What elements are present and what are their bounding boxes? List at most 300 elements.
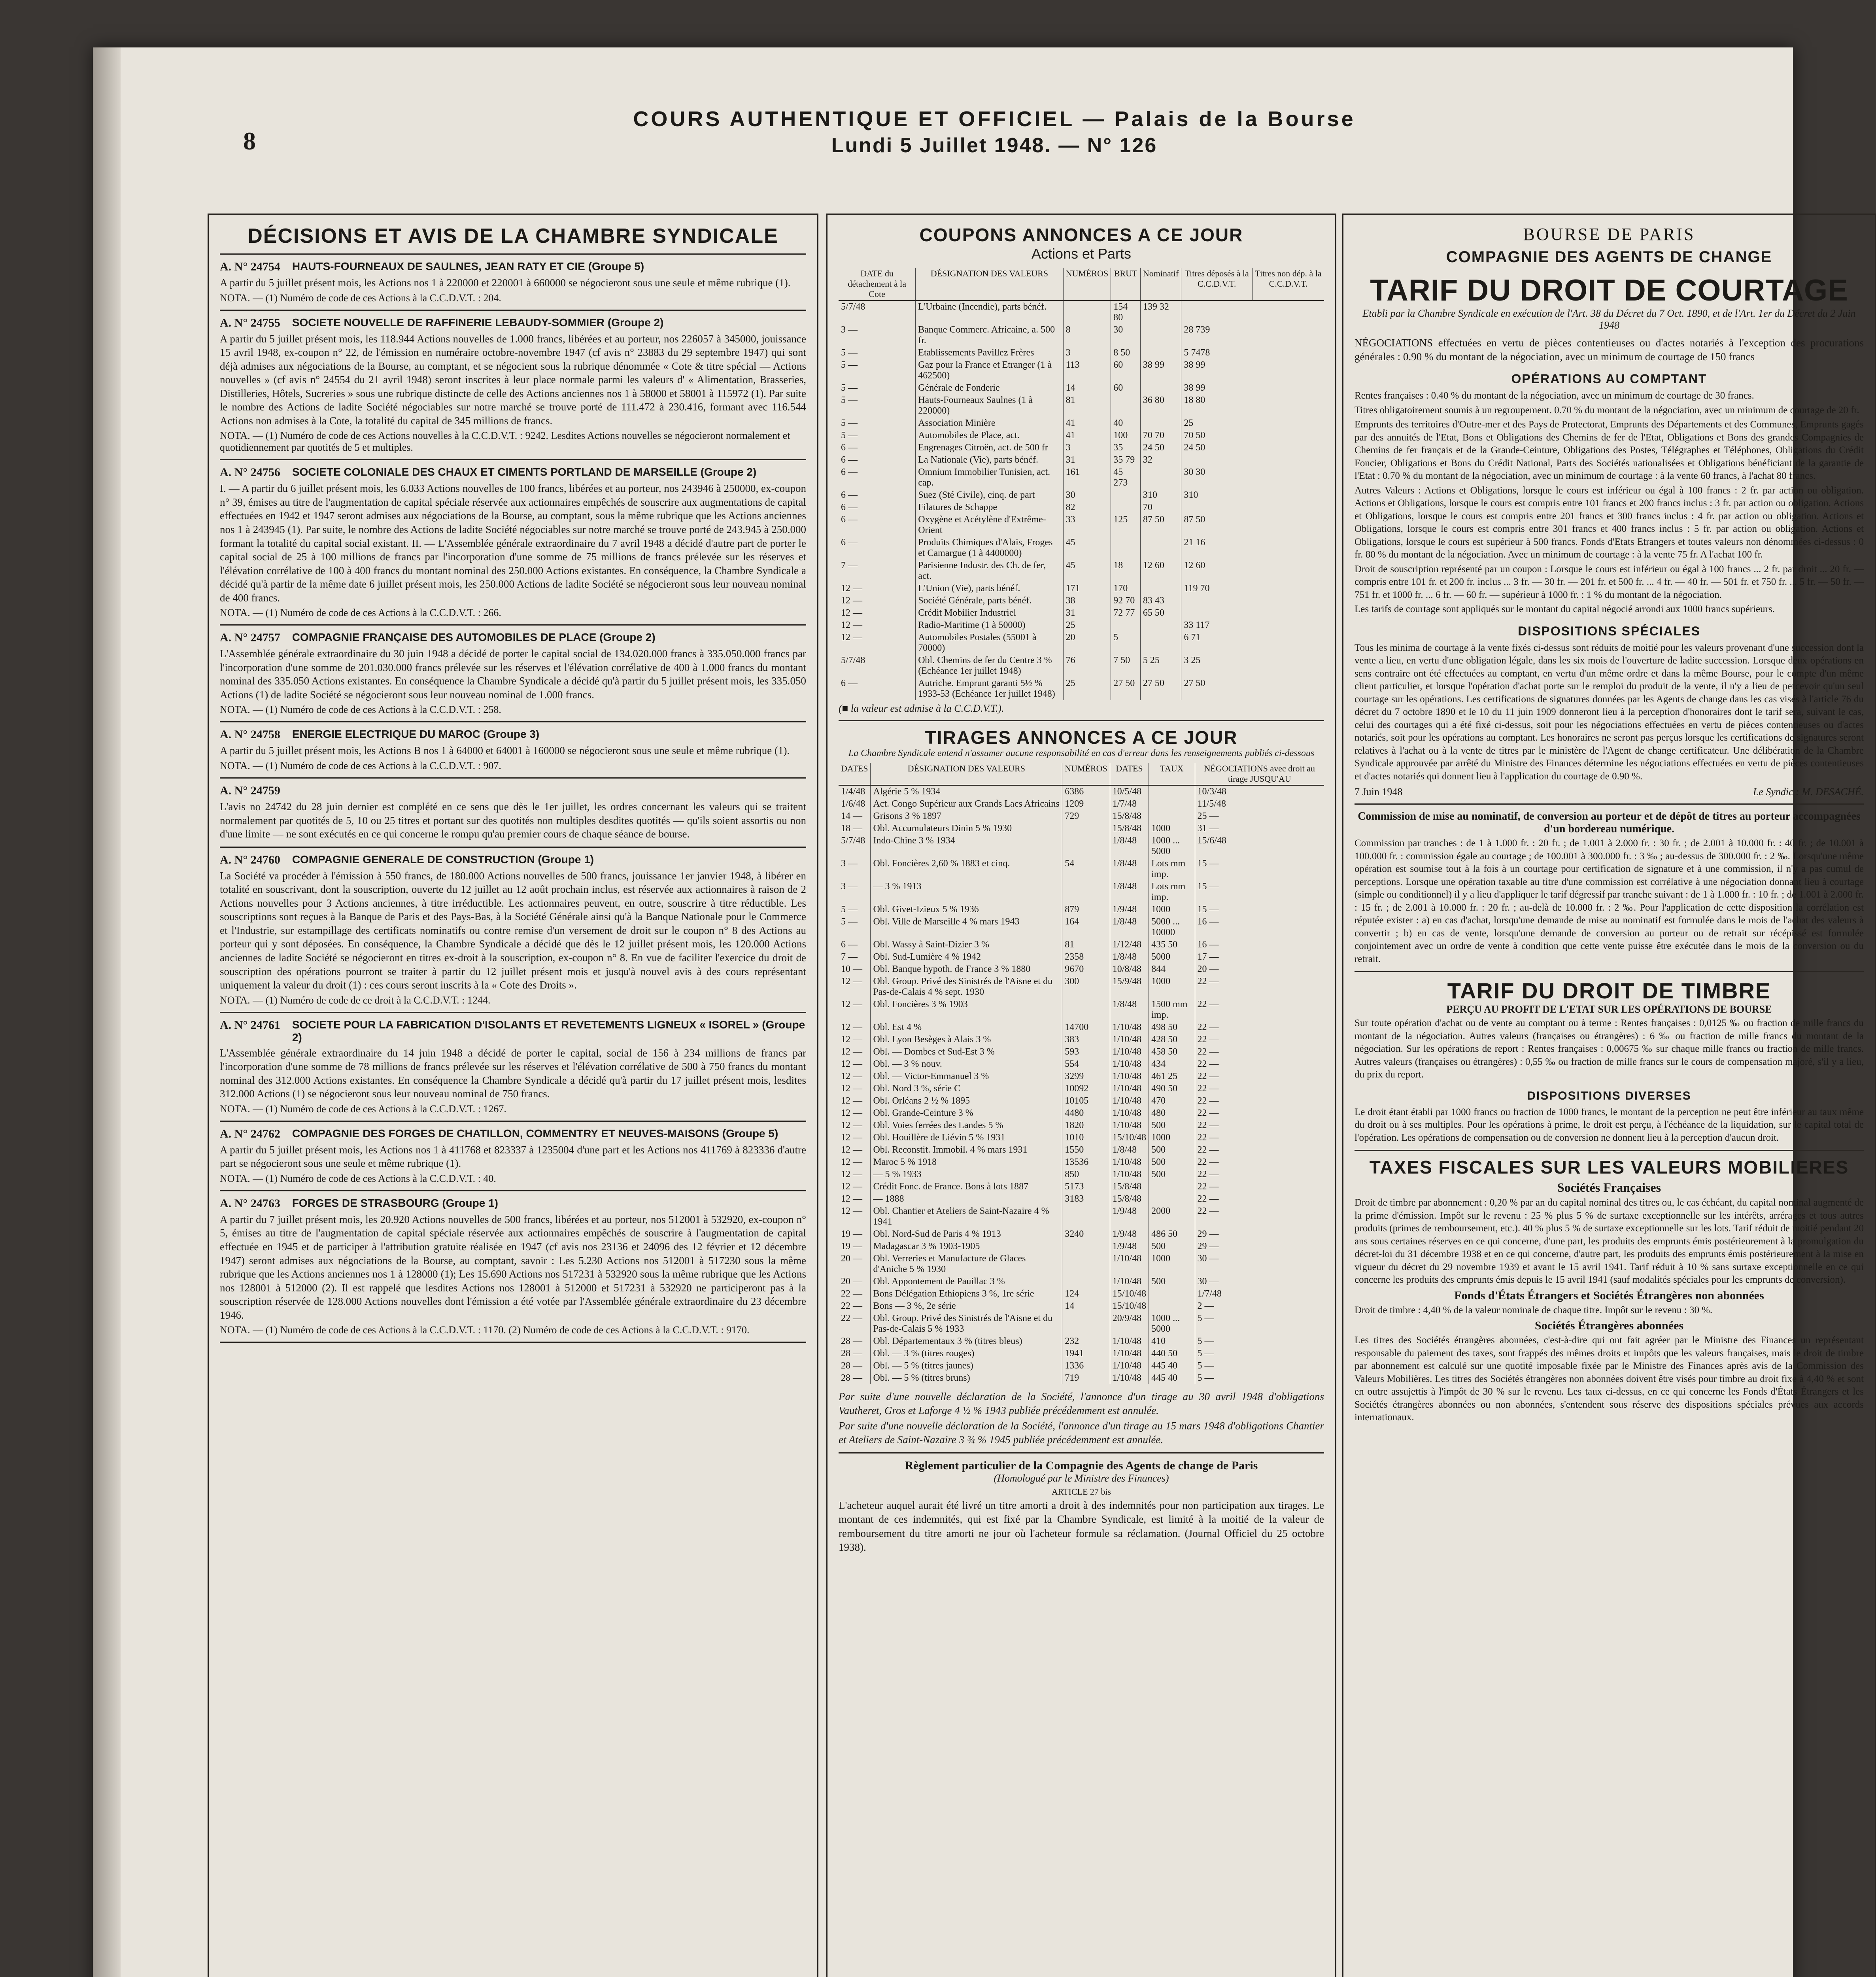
table-cell: 6 — bbox=[841, 514, 858, 525]
operations-list bbox=[1355, 389, 1864, 616]
table-cell: L'Union (Vie), parts bénéf. bbox=[916, 582, 1063, 595]
societes-fr-title: Sociétés Françaises bbox=[1557, 1180, 1661, 1195]
notice bbox=[220, 260, 806, 311]
table-cell: 22 — bbox=[1195, 1132, 1324, 1144]
table-cell: 22 — bbox=[1195, 1119, 1324, 1132]
table-cell: 22 — bbox=[1195, 1107, 1324, 1119]
notice-company: SOCIETE NOUVELLE DE RAFFINERIE LEBAUDY-SOMMIER (Groupe 2) bbox=[292, 316, 664, 329]
divider bbox=[1355, 1150, 1864, 1151]
notice-heading bbox=[220, 631, 806, 645]
table-cell: 1/10/48 bbox=[1110, 1276, 1149, 1288]
table-cell: 12 — bbox=[841, 1047, 862, 1057]
tirage-row bbox=[839, 1144, 1324, 1156]
divider bbox=[839, 1452, 1324, 1453]
table-cell: 1/7/48 bbox=[1195, 1288, 1324, 1300]
table-cell: 31 bbox=[1063, 454, 1111, 466]
tirage-row bbox=[839, 1205, 1324, 1228]
table-cell: 83 43 bbox=[1140, 595, 1181, 607]
table-cell: 22 — bbox=[841, 1301, 862, 1311]
table-cell: 5 — bbox=[1195, 1312, 1324, 1335]
table-cell: 5000 ... 10000 bbox=[1149, 916, 1195, 939]
table-cell: 3 25 bbox=[1181, 654, 1253, 677]
table-cell bbox=[1062, 1276, 1110, 1288]
notice-company: COMPAGNIE GENERALE DE CONSTRUCTION (Groupe 1) bbox=[292, 853, 594, 866]
reglement-article: ARTICLE 27 bis bbox=[1051, 1487, 1111, 1497]
coupon-row bbox=[839, 429, 1324, 442]
coupon-row bbox=[839, 417, 1324, 429]
table-cell: 1/10/48 bbox=[1110, 1348, 1149, 1360]
table-cell: 1/8/48 bbox=[1110, 1144, 1149, 1156]
table-cell: 12 — bbox=[841, 620, 862, 630]
notice bbox=[220, 1197, 806, 1343]
table-cell: 6 — bbox=[841, 455, 858, 465]
coupon-row bbox=[839, 359, 1324, 382]
table-cell: 1/10/48 bbox=[1110, 1119, 1149, 1132]
table-cell: 25 bbox=[1063, 677, 1111, 700]
table-cell: 1/8/48 bbox=[1110, 916, 1149, 939]
table-cell bbox=[1149, 1288, 1195, 1300]
column-header: DÉSIGNATION DES VALEURS bbox=[916, 268, 1063, 301]
table-cell: Obl. — 5 % (titres jaunes) bbox=[871, 1360, 1062, 1372]
notice-nota: NOTA. — (1) Numéro de code de ce droit à la C.C.D.V.T. : 1244. bbox=[220, 994, 491, 1006]
table-cell: 12 60 bbox=[1181, 559, 1253, 582]
operations-paragraph: Emprunts des territoires d'Outre-mer et des Pays de Protectorat, Emprunts des Départements et des Communes, Emprunts gagés par des annuités de l'Etat, Bons et Obligations des Chemins de fer de l'Etat, Obligations et Bons des grandes Compagnies de Chemins de fer français et de la Grande-Ceinture, Obligations des Postes, Télégraphes et Téléphones, Obligations du Crédit Foncier, Obligations et Bons du Crédit National, Parts des Sociétés nationalisées et Obligations bénéficiant de la garantie de l'Etat : 0.70 % du montant de la négociation, avec un minimum de courtage : à la vente 60 francs, à l'achat 80 francs. bbox=[1355, 419, 1864, 482]
tirage-row bbox=[839, 1335, 1324, 1348]
table-cell: 22 — bbox=[1195, 1193, 1324, 1205]
table-cell: 30 bbox=[1111, 324, 1141, 347]
tirage-row bbox=[839, 785, 1324, 798]
table-cell: 1/8/48 bbox=[1110, 858, 1149, 881]
timbre-title: TARIF DU DROIT DE TIMBRE bbox=[1447, 978, 1771, 1004]
table-cell: 22 — bbox=[841, 1313, 862, 1323]
notice-heading bbox=[220, 853, 806, 867]
table-cell: 498 50 bbox=[1149, 1021, 1195, 1034]
table-cell: 25 bbox=[1063, 619, 1111, 631]
table-cell bbox=[1140, 324, 1181, 347]
table-cell: 7 — bbox=[841, 952, 858, 962]
table-cell: 3183 bbox=[1062, 1193, 1110, 1205]
table-cell: 3 — bbox=[841, 858, 858, 869]
table-cell: 8 50 bbox=[1111, 347, 1141, 359]
abonnees-text: Les titres des Sociétés étrangères abonnées, c'est-à-dire qui ont fait agréer par le Ministre des Finances un représentant responsable du paiement des taxes, sont frappés des mêmes droits et impôts que les valeurs françaises, mais le droit de timbre par abonnement est calculé sur une quotité imposable fixée par le Ministre des Finances après avis de la Commission des Valeurs Mobilières. Les titres des Sociétés étrangères non abonnées doivent être visés pour timbre au droit fixe à 4,40 % et sont en outre assujettis à l'impôt de 30 % sur le revenu. Les taux ci-dessus, en ce qui concerne les Fonds d'États Étrangers et les Sociétés étrangères abonnées ou non abonnées, s'entendent sous réserve des dispositions spéciales prévues aux accords internationaux. bbox=[1355, 1335, 1864, 1423]
operations-paragraph: Rentes françaises : 0.40 % du montant de la négociation, avec un minimum de courtage de 30 francs. bbox=[1355, 390, 1754, 401]
table-cell bbox=[1140, 347, 1181, 359]
notice-heading bbox=[220, 728, 806, 741]
table-cell bbox=[1062, 998, 1110, 1021]
notice bbox=[220, 316, 806, 461]
decisions-title: DÉCISIONS ET AVIS DE LA CHAMBRE SYNDICALE bbox=[247, 225, 778, 248]
etrangers-text: Droit de timbre : 4,40 % de la valeur nominale de chaque titre. Impôt sur le revenu : 30 %. bbox=[1355, 1304, 1713, 1315]
table-cell: 1/8/48 bbox=[1110, 998, 1149, 1021]
tirage-row bbox=[839, 1070, 1324, 1083]
table-cell: 6 — bbox=[841, 467, 858, 477]
table-cell: 19 — bbox=[841, 1241, 862, 1251]
table-cell: Autriche. Emprunt garanti 5½ % 1933-53 (Echéance 1er juillet 1948) bbox=[916, 677, 1063, 700]
reglement-text: L'acheteur auquel aurait été livré un titre amorti a droit à des indemnités pour non participation aux tirages. Le montant de ces indemnités, qui est fixé par la Chambre Syndicale, est limité à la moitié de la valeur de remboursement du titre amorti ne jour où l'acheteur formule sa réclamation. (Journal Officiel du 25 octobre 1938). bbox=[839, 1499, 1324, 1553]
table-cell: 20/9/48 bbox=[1110, 1312, 1149, 1335]
table-cell: 18 80 bbox=[1181, 394, 1253, 417]
table-cell: 5 — bbox=[841, 395, 858, 405]
table-cell: 38 99 bbox=[1181, 359, 1253, 382]
tirage-row bbox=[839, 1181, 1324, 1193]
table-cell: L'Urbaine (Incendie), parts bénéf. bbox=[916, 301, 1063, 324]
table-cell: Obl. Wassy à Saint-Dizier 3 % bbox=[871, 939, 1062, 951]
table-cell: 1550 bbox=[1062, 1144, 1110, 1156]
table-cell: 28 — bbox=[841, 1361, 862, 1371]
notice-nota: NOTA. — (1) Numéro de code de ces Actions à la C.C.D.V.T. : 1170. (2) Numéro de code de ces Actions à la C.C.D.V.T. : 9170. bbox=[220, 1324, 750, 1336]
table-cell: 119 70 bbox=[1181, 582, 1253, 595]
table-cell: Obl. — 3 % (titres rouges) bbox=[871, 1348, 1062, 1360]
table-cell: 87 50 bbox=[1181, 514, 1253, 537]
table-cell: 1/9/48 bbox=[1110, 1205, 1149, 1228]
table-cell: 1820 bbox=[1062, 1119, 1110, 1132]
table-cell: 154 80 bbox=[1111, 301, 1141, 324]
reglement-subtitle: (Homologué par le Ministre des Finances) bbox=[994, 1472, 1169, 1484]
table-cell: 1/12/48 bbox=[1110, 939, 1149, 951]
table-cell bbox=[1140, 466, 1181, 489]
table-cell: 28 — bbox=[841, 1336, 862, 1346]
table-cell: 30 bbox=[1063, 489, 1111, 501]
table-cell: 33 bbox=[1063, 514, 1111, 537]
notice bbox=[220, 1019, 806, 1122]
tirages-table bbox=[839, 763, 1324, 1384]
column-header: Titres déposés à la C.C.D.V.T. bbox=[1181, 268, 1253, 301]
coupons-subtitle: Actions et Parts bbox=[1031, 246, 1132, 262]
coupon-row bbox=[839, 489, 1324, 501]
table-cell: Obl. Nord 3 %, série C bbox=[871, 1083, 1062, 1095]
table-cell: 54 bbox=[1062, 858, 1110, 881]
table-cell: 45 bbox=[1063, 537, 1111, 559]
table-cell: 32 bbox=[1140, 454, 1181, 466]
table-cell: Radio-Maritime (1 à 50000) bbox=[916, 619, 1063, 631]
tirage-row bbox=[839, 1193, 1324, 1205]
notice-number: A. N° 24757 bbox=[220, 631, 280, 645]
table-cell: 12 — bbox=[841, 1181, 862, 1192]
table-cell bbox=[1140, 417, 1181, 429]
table-cell: 410 bbox=[1149, 1335, 1195, 1348]
table-cell: Lots mm imp. bbox=[1149, 881, 1195, 903]
table-cell: 100 bbox=[1111, 429, 1141, 442]
table-cell: 16 — bbox=[1195, 916, 1324, 939]
table-cell: Obl. Group. Privé des Sinistrés de l'Aisne et du Pas-de-Calais 5 % 1933 bbox=[871, 1312, 1062, 1335]
table-cell: 20 — bbox=[841, 1276, 862, 1287]
table-cell: 1/7/48 bbox=[1110, 798, 1149, 810]
tirage-row bbox=[839, 1132, 1324, 1144]
table-cell: Madagascar 3 % 1903-1905 bbox=[871, 1240, 1062, 1253]
table-cell: Obl. Group. Privé des Sinistrés de l'Aisne et du Pas-de-Calais 4 % sept. 1930 bbox=[871, 975, 1062, 998]
table-cell: 40 bbox=[1111, 417, 1141, 429]
table-cell: Société Générale, parts bénéf. bbox=[916, 595, 1063, 607]
table-cell: 5000 bbox=[1149, 951, 1195, 963]
table-cell: 22 — bbox=[1195, 1144, 1324, 1156]
table-cell: 41 bbox=[1063, 417, 1111, 429]
divider bbox=[220, 459, 806, 460]
bourse-heading: BOURSE DE PARIS bbox=[1523, 225, 1695, 244]
table-cell: 11/5/48 bbox=[1195, 798, 1324, 810]
notice bbox=[220, 728, 806, 779]
tirage-row bbox=[839, 858, 1324, 881]
table-cell: 12 — bbox=[841, 976, 862, 987]
coupon-row bbox=[839, 301, 1324, 324]
table-cell bbox=[1149, 1193, 1195, 1205]
table-cell bbox=[1140, 631, 1181, 654]
table-cell: 6 — bbox=[841, 678, 858, 688]
table-cell: Parisienne Industr. des Ch. de fer, act. bbox=[916, 559, 1063, 582]
table-cell: 22 — bbox=[1195, 1168, 1324, 1181]
operations-paragraph: Autres Valeurs : Actions et Obligations, lorsque le cours est inférieur ou égal à 100 francs : 2 fr. par action ou obligation. Actions et Obligations, lorsque le cours est compris entre 101 francs et 200 francs inclus : 3 fr. par action ou obligation. Actions et Obligations, lorsque le cours est compris entre 201 francs et 300 francs inclus : 4 fr. par action ou obligation. Actions et Obligations, lorsque le cours est compris entre 301 francs et 400 francs inclus : 5 fr. par action ou obligation. Actions et Obligations, lorsque le cours est supérieur à 500 francs. Fonds d'Etats Etrangers et toutes valeurs non dénommées ci-dessus : 0 fr. 80 % du montant de la négociation. Avec un minimum de courtage : à la vente 75 fr. A l'achat 100 fr. bbox=[1355, 485, 1864, 560]
table-cell: 1/10/48 bbox=[1110, 1021, 1149, 1034]
table-cell: 30 — bbox=[1195, 1276, 1324, 1288]
table-cell: 383 bbox=[1062, 1034, 1110, 1046]
notice-number: A. N° 24762 bbox=[220, 1127, 280, 1140]
tirage-row bbox=[839, 1156, 1324, 1168]
tirage-row bbox=[839, 916, 1324, 939]
page-spine bbox=[93, 47, 121, 1977]
tirage-row bbox=[839, 1288, 1324, 1300]
notice-number: A. N° 24761 bbox=[220, 1018, 280, 1032]
notice-number: A. N° 24756 bbox=[220, 466, 280, 479]
table-cell bbox=[1140, 537, 1181, 559]
table-cell: 1/10/48 bbox=[1110, 1034, 1149, 1046]
coupons-title: COUPONS ANNONCES A CE JOUR bbox=[919, 225, 1243, 245]
table-cell: Obl. Appontement de Pauillac 3 % bbox=[871, 1276, 1062, 1288]
table-cell: 5/7/48 bbox=[841, 302, 865, 312]
table-cell bbox=[1149, 810, 1195, 822]
divider bbox=[839, 720, 1324, 721]
table-cell bbox=[1140, 619, 1181, 631]
signature-syndic: Le Syndic : M. DESACHÉ. bbox=[1753, 786, 1864, 798]
table-cell: 500 bbox=[1149, 1168, 1195, 1181]
tirage-row bbox=[839, 1021, 1324, 1034]
table-cell: Produits Chimiques d'Alais, Froges et Camargue (1 à 4400000) bbox=[916, 537, 1063, 559]
table-cell: Obl. Chantier et Ateliers de Saint-Nazaire 4 % 1941 bbox=[871, 1205, 1062, 1228]
table-cell: 21 16 bbox=[1181, 537, 1253, 559]
table-cell: Banque Commerc. Africaine, a. 500 fr. bbox=[916, 324, 1063, 347]
table-cell: 38 bbox=[1063, 595, 1111, 607]
table-cell: 490 50 bbox=[1149, 1083, 1195, 1095]
table-cell: 12 — bbox=[841, 1022, 862, 1032]
table-cell: Omnium Immobilier Tunisien, act. cap. bbox=[916, 466, 1063, 489]
table-cell: 6 — bbox=[841, 442, 858, 453]
table-cell: 36 80 bbox=[1140, 394, 1181, 417]
table-cell bbox=[1111, 489, 1141, 501]
table-cell: 458 50 bbox=[1149, 1046, 1195, 1058]
taxes-title: TAXES FISCALES SUR LES VALEURS MOBILIERES bbox=[1369, 1157, 1849, 1178]
table-cell bbox=[1062, 1205, 1110, 1228]
table-cell: 15/8/48 bbox=[1110, 822, 1149, 835]
notice bbox=[220, 631, 806, 722]
table-cell: 4480 bbox=[1062, 1107, 1110, 1119]
signature-line bbox=[1355, 786, 1864, 798]
table-cell: Obl. Accumulateurs Dinin 5 % 1930 bbox=[871, 822, 1062, 835]
table-cell: 19 — bbox=[841, 1229, 862, 1239]
table-cell: 15/10/48 bbox=[1110, 1132, 1149, 1144]
table-cell bbox=[1111, 394, 1141, 417]
table-cell: 1/10/48 bbox=[1110, 1168, 1149, 1181]
table-cell: 41 bbox=[1063, 429, 1111, 442]
table-cell: 35 79 bbox=[1111, 454, 1141, 466]
table-cell: Obl. Sud-Lumière 4 % 1942 bbox=[871, 951, 1062, 963]
table-cell: 5/7/48 bbox=[841, 655, 865, 665]
table-cell: 6 71 bbox=[1181, 631, 1253, 654]
tirage-row bbox=[839, 822, 1324, 835]
column-header: DÉSIGNATION DES VALEURS bbox=[871, 763, 1062, 785]
table-cell: Obl. Voies ferrées des Landes 5 % bbox=[871, 1119, 1062, 1132]
table-cell: 1/8/48 bbox=[1110, 835, 1149, 858]
divider bbox=[220, 721, 806, 722]
tirage-row bbox=[839, 1300, 1324, 1312]
column-decisions bbox=[208, 214, 818, 1977]
tirage-row bbox=[839, 939, 1324, 951]
table-cell: Bons Délégation Ethiopiens 3 %, 1re série bbox=[871, 1288, 1062, 1300]
table-cell: 1/8/48 bbox=[1110, 951, 1149, 963]
notice bbox=[220, 784, 806, 848]
table-cell: 12 — bbox=[841, 1206, 862, 1216]
table-cell: 15/10/48 bbox=[1110, 1300, 1149, 1312]
page-number: 8 bbox=[243, 127, 256, 155]
table-cell: 12 — bbox=[841, 1108, 862, 1118]
table-cell: 14 bbox=[1062, 1300, 1110, 1312]
table-cell: 139 32 bbox=[1140, 301, 1181, 324]
notice-nota: NOTA. — (1) Numéro de code de ces Actions à la C.C.D.V.T. : 258. bbox=[220, 704, 501, 716]
commission-title: Commission de mise au nominatif, de conversion au porteur et de dépôt de titres au porteur accompagnées d'un bordereau numérique. bbox=[1358, 810, 1861, 835]
table-cell: 5/7/48 bbox=[841, 835, 865, 846]
timbre-subtitle: PERÇU AU PROFIT DE L'ETAT SUR LES OPÉRATIONS DE BOURSE bbox=[1446, 1004, 1772, 1015]
notice-company: HAUTS-FOURNEAUX DE SAULNES, JEAN RATY ET CIE (Groupe 5) bbox=[292, 260, 644, 272]
table-cell: 500 bbox=[1149, 1119, 1195, 1132]
table-cell: 31 bbox=[1063, 607, 1111, 619]
table-cell: Automobiles Postales (55001 à 70000) bbox=[916, 631, 1063, 654]
table-cell: Crédit Fonc. de France. Bons à lots 1887 bbox=[871, 1181, 1062, 1193]
table-cell: 1000 bbox=[1149, 903, 1195, 916]
table-cell: Maroc 5 % 1918 bbox=[871, 1156, 1062, 1168]
table-cell: 12 — bbox=[841, 595, 862, 606]
table-cell: 29 — bbox=[1195, 1228, 1324, 1240]
table-cell: 470 bbox=[1149, 1095, 1195, 1107]
tirages-note-1: Par suite d'une nouvelle déclaration de la Société, l'annonce d'un tirage au 30 avril 1948 d'obligations Vautheret, Gros et Laforge 4 ½ % 1943 publiée précédemment est annulée. bbox=[839, 1391, 1324, 1417]
tirage-row bbox=[839, 975, 1324, 998]
table-cell: 434 bbox=[1149, 1058, 1195, 1070]
table-cell: 1941 bbox=[1062, 1348, 1110, 1360]
notice-nota: NOTA. — (1) Numéro de code de ces Actions nouvelles à la C.C.D.V.T. : 9242. Lesdites Actions nouvelles se négocieront normalement et quotidiennement par quotités de 5 et multiples. bbox=[220, 430, 790, 454]
coupon-row bbox=[839, 442, 1324, 454]
table-cell: 480 bbox=[1149, 1107, 1195, 1119]
table-cell: — 5 % 1933 bbox=[871, 1168, 1062, 1181]
operations-paragraph: Droit de souscription représenté par un coupon : Lorsque le cours est inférieur ou égal à 100 francs ... 2 fr. par droit ... 20 fr. — compris entre 101 fr. et 200 fr. inclus ... 3 fr. — 30 fr. — 201 fr. et 500 fr. ... 4 fr. — 40 fr. — 501 fr. et 750 fr. ... 5 fr. — 50 fr. — 751 fr. et 1000 fr. ... 6 fr. — 60 fr. — supérieur à 1000 fr. : 1 % du montant de la négociation. bbox=[1355, 563, 1864, 600]
table-cell: 38 99 bbox=[1181, 382, 1253, 394]
coupon-row bbox=[839, 514, 1324, 537]
table-cell: 30 — bbox=[1195, 1253, 1324, 1276]
coupon-row bbox=[839, 559, 1324, 582]
table-cell: 850 bbox=[1062, 1168, 1110, 1181]
table-cell: 1209 bbox=[1062, 798, 1110, 810]
table-cell: 35 bbox=[1111, 442, 1141, 454]
table-cell bbox=[1063, 301, 1111, 324]
table-cell: 10092 bbox=[1062, 1083, 1110, 1095]
tirage-row bbox=[839, 951, 1324, 963]
table-cell: 28 739 bbox=[1181, 324, 1253, 347]
table-cell: 10/5/48 bbox=[1110, 785, 1149, 798]
table-cell: 6 — bbox=[841, 939, 858, 950]
table-cell: 1/4/48 bbox=[841, 786, 865, 797]
table-cell: 22 — bbox=[1195, 1034, 1324, 1046]
table-cell: 22 — bbox=[1195, 1095, 1324, 1107]
notice-nota: NOTA. — (1) Numéro de code de ces Actions à la C.C.D.V.T. : 204. bbox=[220, 292, 501, 304]
table-cell: 1/9/48 bbox=[1110, 1240, 1149, 1253]
table-cell: 1000 ... 5000 bbox=[1149, 1312, 1195, 1335]
table-cell: Obl. Nord-Sud de Paris 4 % 1913 bbox=[871, 1228, 1062, 1240]
table-cell: 1/10/48 bbox=[1110, 1095, 1149, 1107]
divider bbox=[220, 624, 806, 626]
table-cell: Obl. Ville de Marseille 4 % mars 1943 bbox=[871, 916, 1062, 939]
table-cell: 12 — bbox=[841, 1071, 862, 1081]
table-cell bbox=[1140, 382, 1181, 394]
table-cell: 125 bbox=[1111, 514, 1141, 537]
coupon-row bbox=[839, 394, 1324, 417]
notice-nota: NOTA. — (1) Numéro de code de ces Actions à la C.C.D.V.T. : 907. bbox=[220, 760, 501, 772]
abonnees-title: Sociétés Étrangères abonnées bbox=[1534, 1319, 1684, 1332]
notice-text: A partir du 5 juillet présent mois, les 118.944 Actions nouvelles de 1.000 francs, libérées et au porteur, nos 226057 à 345000, jouissance 15 avril 1948, ex-coupon n° 22, de l'émission en numéraire octobre-novembre 1947 (cf avis n° 23883 du 29 septembre 1947) qui sont déjà admises aux négociations de la Bourse, au comptant, et se négocient sous la rubrique dénommée « Cote & titre spécial — Actions nouvelles » (cf avis n° 24554 du 21 avril 1948) seront inscrites à leur place normale parmi les valeurs d' « Alimentation, Brasseries, Distilleries, Hôtels, Sucreries » sous une rubrique distincte de celle des Actions anciennes nos 1 à 58000 et 58001 à 115972 (1). Par suite le nombre des Actions de ladite Société négociables sur notre marché se trouve porté de 111.472 à 230.416, formant avec 116.544 Actions non admises à la Cote, la totalité du capital de 345 millions de francs. bbox=[220, 333, 806, 427]
table-cell: 5 — bbox=[1195, 1348, 1324, 1360]
tirage-row bbox=[839, 1312, 1324, 1335]
table-cell: 12 — bbox=[841, 1194, 862, 1204]
table-cell: 28 — bbox=[841, 1348, 862, 1359]
etrangers-title: Fonds d'États Étrangers et Sociétés Étrangères non abonnées bbox=[1454, 1289, 1764, 1302]
table-cell: 729 bbox=[1062, 810, 1110, 822]
timbre-text: Sur toute opération d'achat ou de vente au comptant ou à terme : Rentes françaises : 0,0125 ‰ ou fraction de mille francs du montant de la négociation. Autres valeurs (françaises ou étrangères) : 6 ‰ ou fraction de mille francs du montant de la négociation. Sur les opérations de report : Rentes françaises : 0,00675 ‰ sur chaque mille francs ou fraction de mille francs. Autres valeurs (françaises ou étrangères) : 0,55 ‰ ou fraction de mille francs sur le cours de compensation majoré, s'il y a lieu, du prix du report. bbox=[1355, 1018, 1864, 1080]
table-cell: 500 bbox=[1149, 1276, 1195, 1288]
table-cell: 1000 bbox=[1149, 975, 1195, 998]
table-cell: 25 — bbox=[1195, 810, 1324, 822]
tirage-row bbox=[839, 881, 1324, 903]
header-line1: COURS AUTHENTIQUE ET OFFICIEL — Palais de la Bourse bbox=[633, 107, 1356, 131]
table-cell: 113 bbox=[1063, 359, 1111, 382]
table-cell: — 3 % 1913 bbox=[871, 881, 1062, 903]
table-cell: 76 bbox=[1063, 654, 1111, 677]
table-cell: 8 bbox=[1063, 324, 1111, 347]
table-cell: 22 — bbox=[1195, 1181, 1324, 1193]
table-cell: 27 50 bbox=[1181, 677, 1253, 700]
table-cell: 1/10/48 bbox=[1110, 1253, 1149, 1276]
compagnie-heading: COMPAGNIE DES AGENTS DE CHANGE bbox=[1446, 248, 1772, 266]
table-cell bbox=[1149, 785, 1195, 798]
table-cell: 171 bbox=[1063, 582, 1111, 595]
tirage-row bbox=[839, 1240, 1324, 1253]
table-cell: 500 bbox=[1149, 1156, 1195, 1168]
table-cell: 1/10/48 bbox=[1110, 1156, 1149, 1168]
table-cell: 1/10/48 bbox=[1110, 1070, 1149, 1083]
table-cell: 428 50 bbox=[1149, 1034, 1195, 1046]
table-cell: 1/9/48 bbox=[1110, 903, 1149, 916]
notice-heading bbox=[220, 784, 806, 798]
table-cell bbox=[1062, 822, 1110, 835]
table-cell: Association Minière bbox=[916, 417, 1063, 429]
table-cell: — 1888 bbox=[871, 1193, 1062, 1205]
table-cell: 7 — bbox=[841, 560, 858, 571]
notice-heading bbox=[220, 316, 806, 330]
tirage-row bbox=[839, 1348, 1324, 1360]
notice-text: L'Assemblée générale extraordinaire du 30 juin 1948 a décidé de porter le capital social de 134.020.000 francs à 335.050.000 francs par l'incorporation d'une somme de 201.030.000 francs prélevée sur les réserves et l'élévation corrélative de 400 à 1.000 francs du montant nominal des 335.050 Actions existantes. En conséquence la Chambre Syndicale a décidé qu'à partir du 5 juillet présent mois, les 335.050 Actions (1) de ladite Société se négocieront sous leur nouveau nominal de 1.000 francs. bbox=[220, 648, 806, 701]
table-cell: 20 bbox=[1063, 631, 1111, 654]
table-cell: 232 bbox=[1062, 1335, 1110, 1348]
table-cell: 12 — bbox=[841, 1145, 862, 1155]
tirage-row bbox=[839, 1119, 1324, 1132]
table-cell: 45 bbox=[1063, 559, 1111, 582]
table-cell: 31 — bbox=[1195, 822, 1324, 835]
notice bbox=[220, 1127, 806, 1191]
table-cell: 6 — bbox=[841, 502, 858, 512]
tirages-subtitle: La Chambre Syndicale entend n'assumer aucune responsabilité en cas d'erreur dans les renseignements publiés ci-dessous bbox=[848, 748, 1315, 758]
